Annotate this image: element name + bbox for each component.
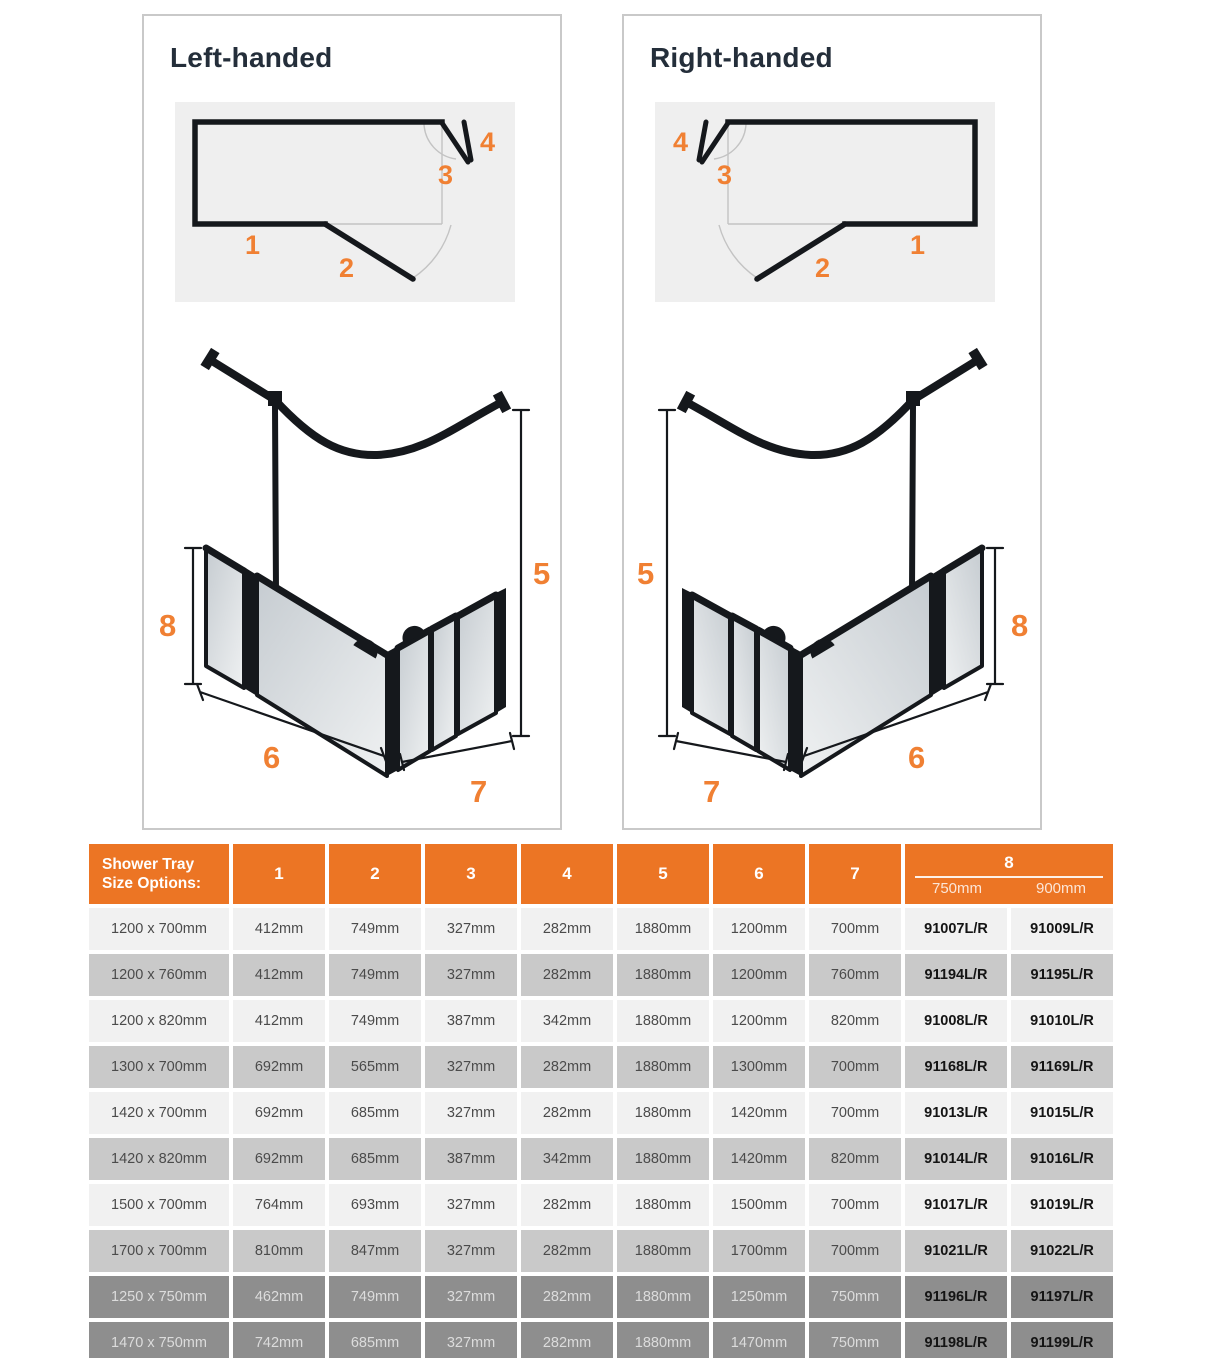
size-cell: 1470 x 750mm [89,1322,229,1358]
header-col-8: 8 750mm 900mm [905,844,1113,904]
dim-cell: 685mm [329,1092,421,1134]
header-size-options: Shower Tray Size Options: [89,844,229,904]
dim-cell: 327mm [425,1276,517,1318]
dim-cell: 1420mm [713,1138,805,1180]
dim-cell: 327mm [425,1230,517,1272]
dim-label-8: 8 [1011,608,1029,643]
dim-cell: 1200mm [713,908,805,950]
dim-cell: 342mm [521,1000,613,1042]
dim-cell: 565mm [329,1046,421,1088]
dim-cell: 692mm [233,1092,325,1134]
dim-cell: 847mm [329,1230,421,1272]
plan-diagram-left [175,102,515,302]
dim-label-7: 7 [703,774,721,809]
plan-label-3: 3 [717,160,733,190]
dim-cell: 820mm [809,1138,901,1180]
dim-cell: 282mm [521,1046,613,1088]
iso-diagram-right [624,324,1042,824]
dim-cell: 1880mm [617,1230,709,1272]
dim-cell: 282mm [521,1322,613,1358]
dim-cell: 685mm [329,1322,421,1358]
table-row [89,1230,1113,1272]
dim-cell: 412mm [233,1000,325,1042]
dim-cell: 1880mm [617,1184,709,1226]
table-row [89,908,1113,950]
code-cell: 91197L/R [1011,1276,1113,1318]
code-cell: 91022L/R [1011,1230,1113,1272]
dim-cell: 1880mm [617,1138,709,1180]
table-row [89,1046,1113,1088]
code-cell: 91016L/R [1011,1138,1113,1180]
dim-cell: 282mm [521,1276,613,1318]
code-cell: 91021L/R [905,1230,1007,1272]
dim-cell: 742mm [233,1322,325,1358]
size-options-table [85,840,1117,1358]
header-col-8-750: 750mm [931,880,983,897]
dim-cell: 327mm [425,954,517,996]
dim-cell: 282mm [521,1184,613,1226]
left-handed-panel [142,14,562,830]
dim-cell: 327mm [425,1322,517,1358]
dim-cell: 700mm [809,1230,901,1272]
size-cell: 1200 x 700mm [89,908,229,950]
plan-label-4: 4 [673,127,689,157]
size-cell: 1420 x 820mm [89,1138,229,1180]
header-col-8-900: 900mm [1035,880,1087,897]
plan-label-3: 3 [438,160,454,190]
dim-cell: 749mm [329,954,421,996]
dim-cell: 1250mm [713,1276,805,1318]
dim-cell: 810mm [233,1230,325,1272]
dim-cell: 700mm [809,1184,901,1226]
dim-cell: 1880mm [617,1046,709,1088]
dim-label-5: 5 [637,556,655,591]
table-row [89,1092,1113,1134]
table-row [89,1322,1113,1358]
dim-cell: 749mm [329,1276,421,1318]
dim-cell: 1880mm [617,1276,709,1318]
dim-cell: 1880mm [617,1092,709,1134]
plan-label-1: 1 [910,230,926,260]
table-row [89,1184,1113,1226]
header-col-4: 4 [521,844,613,904]
dim-cell: 700mm [809,908,901,950]
code-cell: 91013L/R [905,1092,1007,1134]
dim-cell: 282mm [521,1092,613,1134]
code-cell: 91168L/R [905,1046,1007,1088]
code-cell: 91199L/R [1011,1322,1113,1358]
dim-cell: 387mm [425,1000,517,1042]
header-col-7: 7 [809,844,901,904]
dim-cell: 1880mm [617,1322,709,1358]
header-col-5: 5 [617,844,709,904]
table-row [89,1000,1113,1042]
table-row [89,1138,1113,1180]
panel-title-right: Right-handed [650,42,833,73]
dim-cell: 749mm [329,1000,421,1042]
dim-cell: 1300mm [713,1046,805,1088]
code-cell: 91196L/R [905,1276,1007,1318]
table-header-row [89,844,1113,904]
dim-cell: 760mm [809,954,901,996]
dim-cell: 1880mm [617,1000,709,1042]
dim-label-5: 5 [533,556,551,591]
code-cell: 91009L/R [1011,908,1113,950]
dim-cell: 282mm [521,908,613,950]
size-cell: 1200 x 820mm [89,1000,229,1042]
dim-label-8: 8 [159,608,177,643]
dim-cell: 749mm [329,908,421,950]
size-cell: 1420 x 700mm [89,1092,229,1134]
dim-label-7: 7 [470,774,488,809]
plan-label-2: 2 [815,253,831,283]
dim-cell: 342mm [521,1138,613,1180]
dim-cell: 1420mm [713,1092,805,1134]
dim-cell: 692mm [233,1046,325,1088]
dim-cell: 700mm [809,1092,901,1134]
code-cell: 91198L/R [905,1322,1007,1358]
table-body [89,908,1113,1358]
header-col-3: 3 [425,844,517,904]
dim-cell: 750mm [809,1322,901,1358]
plan-label-2: 2 [339,253,355,283]
plan-label-1: 1 [245,230,261,260]
size-cell: 1300 x 700mm [89,1046,229,1088]
dim-cell: 1500mm [713,1184,805,1226]
dim-cell: 412mm [233,908,325,950]
dim-label-6: 6 [908,740,926,775]
dim-cell: 327mm [425,1046,517,1088]
dim-cell: 327mm [425,908,517,950]
table-row [89,1276,1113,1318]
code-cell: 91014L/R [905,1138,1007,1180]
header-col-2: 2 [329,844,421,904]
dim-cell: 462mm [233,1276,325,1318]
dim-cell: 764mm [233,1184,325,1226]
code-cell: 91019L/R [1011,1184,1113,1226]
dim-cell: 282mm [521,1230,613,1272]
size-cell: 1700 x 700mm [89,1230,229,1272]
dim-cell: 1200mm [713,954,805,996]
dim-cell: 750mm [809,1276,901,1318]
dim-cell: 1880mm [617,908,709,950]
header-col-6: 6 [713,844,805,904]
dim-label-6: 6 [263,740,281,775]
iso-diagram-left [144,324,562,824]
dim-cell: 387mm [425,1138,517,1180]
plan-diagram-right [655,102,995,302]
code-cell: 91194L/R [905,954,1007,996]
code-cell: 91008L/R [905,1000,1007,1042]
dim-cell: 282mm [521,954,613,996]
dim-cell: 700mm [809,1046,901,1088]
plan-label-4: 4 [480,127,496,157]
header-col-1: 1 [233,844,325,904]
size-cell: 1250 x 750mm [89,1276,229,1318]
dim-cell: 685mm [329,1138,421,1180]
dim-cell: 327mm [425,1092,517,1134]
size-cell: 1500 x 700mm [89,1184,229,1226]
panel-title-left: Left-handed [170,42,333,73]
code-cell: 91007L/R [905,908,1007,950]
code-cell: 91195L/R [1011,954,1113,996]
dim-cell: 1700mm [713,1230,805,1272]
dim-cell: 1470mm [713,1322,805,1358]
code-cell: 91169L/R [1011,1046,1113,1088]
dim-cell: 1880mm [617,954,709,996]
code-cell: 91010L/R [1011,1000,1113,1042]
code-cell: 91017L/R [905,1184,1007,1226]
right-handed-panel [622,14,1042,830]
dim-cell: 327mm [425,1184,517,1226]
dim-cell: 820mm [809,1000,901,1042]
table-row [89,954,1113,996]
code-cell: 91015L/R [1011,1092,1113,1134]
dim-cell: 692mm [233,1138,325,1180]
dim-cell: 412mm [233,954,325,996]
dim-cell: 1200mm [713,1000,805,1042]
dim-cell: 693mm [329,1184,421,1226]
size-cell: 1200 x 760mm [89,954,229,996]
